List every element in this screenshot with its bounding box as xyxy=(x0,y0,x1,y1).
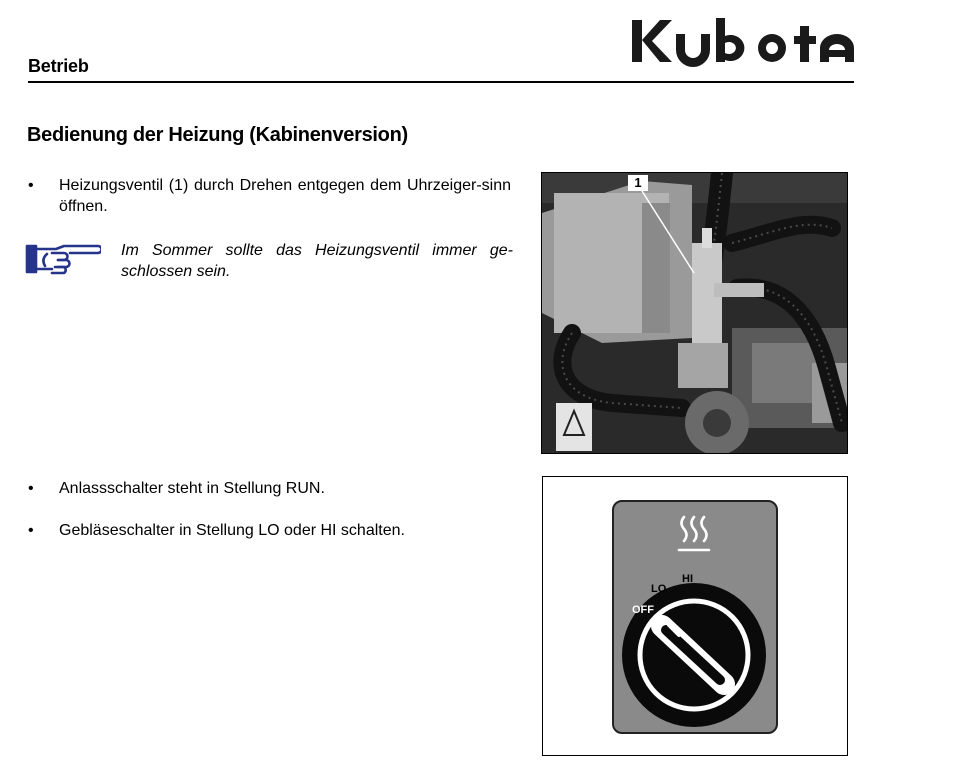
photo-callout-label: 1 xyxy=(628,175,648,191)
kubota-logo xyxy=(630,14,856,70)
bullet-text: Anlassschalter steht in Stellung RUN. xyxy=(59,480,325,497)
switch-position-hi: HI xyxy=(682,573,693,585)
header-rule xyxy=(28,81,854,83)
switch-position-off: OFF xyxy=(632,604,654,616)
bullet-dot: • xyxy=(28,480,34,497)
bullet-dot: • xyxy=(28,522,34,539)
section-label: Betrieb xyxy=(28,56,89,76)
note-text: Im Sommer sollte das Heizungsventil immer ge-schlossen sein. xyxy=(121,242,513,280)
bullet-text: Gebläseschalter in Stellung LO oder HI schalten. xyxy=(59,522,405,539)
pointing-hand-icon xyxy=(25,238,101,278)
bullet-dot: • xyxy=(28,177,34,194)
heater-valve-photo xyxy=(541,172,848,454)
blower-switch-panel xyxy=(612,500,778,734)
bullet-text: Heizungsventil (1) durch Drehen entgegen dem Uhrzeiger-sinn öffnen. xyxy=(59,177,511,215)
switch-position-lo: LO xyxy=(651,583,667,595)
page-title: Bedienung der Heizung (Kabinenversion) xyxy=(27,124,408,146)
